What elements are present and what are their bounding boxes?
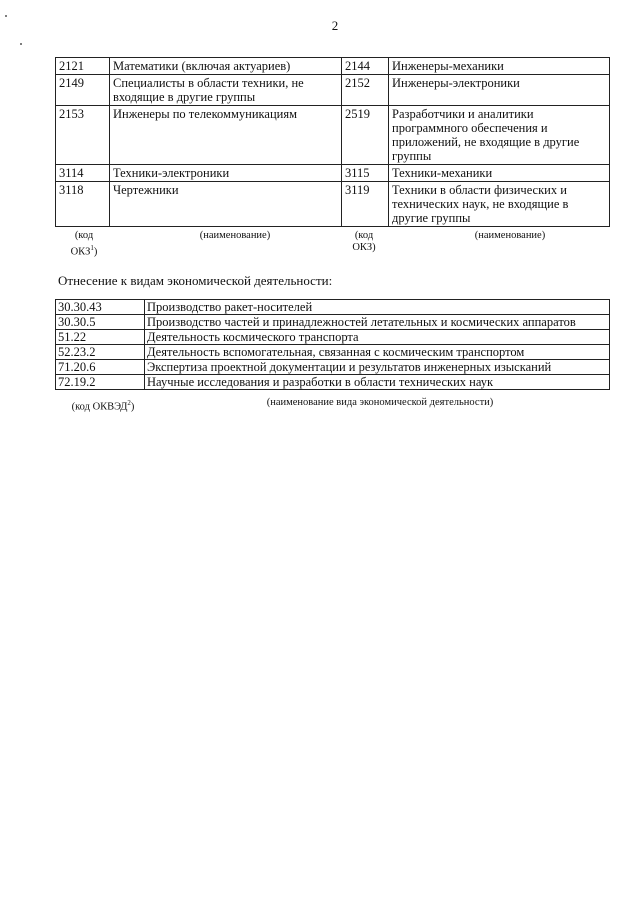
okved-code-caption: (код ОКВЭД$^2$) [71,399,135,413]
okved-code: 72.19.2 [56,375,145,390]
page-number: 2 [331,18,339,33]
okved-code: 51.22 [56,330,145,345]
okz-code: 3119 [342,182,389,227]
okved-name-caption: (наименование вида экономической деятельности) [266,397,494,408]
okz-code: 2519 [342,106,389,165]
table-row [56,58,610,75]
okz-name: Инженеры-электроники [389,75,610,106]
table-row [56,375,610,390]
okved-code: 30.30.43 [56,300,145,315]
table-row [56,165,610,182]
table-row [56,345,610,360]
table-row [56,106,610,165]
okz-name-caption: (наименование) [199,230,271,241]
okz-occupations-table [55,57,610,227]
table-row [56,182,610,227]
okved-name: Научные исследования и разработки в области технических наук [145,375,610,390]
okz-name: Чертежники [110,182,342,227]
okz-code: 2144 [342,58,389,75]
okz-code: 3118 [56,182,110,227]
table-row [56,330,610,345]
okz-code: 2121 [56,58,110,75]
okved-name: Производство частей и принадлежностей летательных и космических аппаратов [145,315,610,330]
table-row [56,315,610,330]
okved-code: 71.20.6 [56,360,145,375]
okz-code: 3114 [56,165,110,182]
okved-name: Производство ракет-носителей [145,300,610,315]
okved-name: Экспертиза проектной документации и результатов инженерных изысканий [145,360,610,375]
okz-code: 2149 [56,75,110,106]
okved-activities-table [55,299,610,390]
okved-code: 52.23.2 [56,345,145,360]
okz-name: Математики (включая актуариев) [110,58,342,75]
table-row [56,360,610,375]
table-row [56,75,610,106]
okz-name: Инженеры по телекоммуникациям [110,106,342,165]
section-heading: Отнесение к видам экономической деятельности: [58,273,333,288]
okz-name: Инженеры-механики [389,58,610,75]
okved-name: Деятельность космического транспорта [145,330,610,345]
okz-name: Разработчики и аналитики программного обеспечения и приложений, не входящие в другие группы [389,106,610,165]
okz-code: 2153 [56,106,110,165]
okved-code: 30.30.5 [56,315,145,330]
okz-code-caption: (код ОКЗ) [352,230,376,253]
okz-name: Техники-механики [389,165,610,182]
okz-code-caption: (код ОКЗ$^1$) [70,230,98,258]
okved-name: Деятельность вспомогательная, связанная с космическим транспортом [145,345,610,360]
scan-speck [5,15,7,17]
scan-speck [20,43,22,45]
okz-name: Техники-электроники [110,165,342,182]
okz-name-caption: (наименование) [474,230,546,241]
okz-code: 3115 [342,165,389,182]
table-row [56,300,610,315]
okz-code: 2152 [342,75,389,106]
okz-name: Техники в области физических и технических наук, не входящие в другие группы [389,182,610,227]
okz-name: Специалисты в области техники, не входящие в другие группы [110,75,342,106]
